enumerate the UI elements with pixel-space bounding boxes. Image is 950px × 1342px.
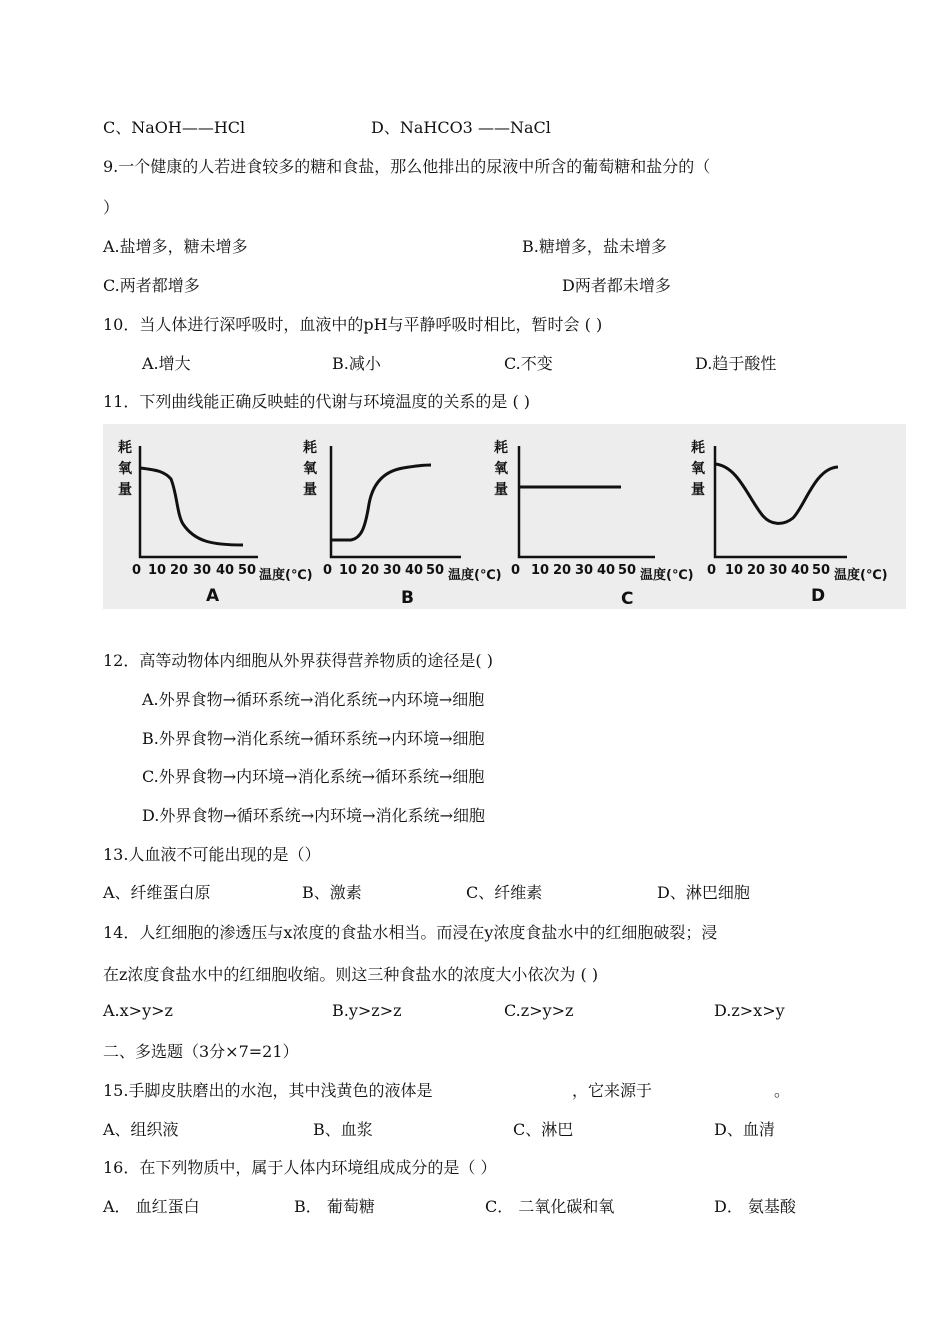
panel-c-tick-10: 10 — [531, 563, 550, 578]
q15-stem-part3: 。 — [774, 1081, 791, 1100]
q13-option-b: B、激素 — [302, 883, 362, 902]
q12-option-a: A.外界食物→循环系统→消化系统→内环境→细胞 — [142, 690, 485, 709]
panel-a-curve — [140, 468, 243, 545]
panel-b-curve — [331, 465, 431, 540]
q12-stem: 12．高等动物体内细胞从外界获得营养物质的途径是( ) — [103, 651, 493, 670]
q10-stem: 10．当人体进行深呼吸时，血液中的pH与平静呼吸时相比，暂时会 ( ) — [103, 315, 603, 334]
panel-b-ylabel-1: 耗 — [303, 440, 317, 456]
panel-c — [494, 439, 694, 609]
q13-stem: 13.人血液不可能出现的是（） — [103, 845, 321, 864]
panel-a-tick-40: 40 — [216, 563, 235, 578]
q10-option-c: C.不变 — [504, 354, 553, 373]
q9-stem-paren: ） — [103, 198, 120, 217]
panel-d-tick-20: 20 — [747, 563, 766, 578]
panel-b-tick-0: 0 — [323, 563, 333, 578]
q8-option-d: D、NaHCO3 ——NaCl — [371, 118, 551, 137]
panel-b-label: B — [401, 588, 414, 608]
panel-d-tick-0: 0 — [707, 563, 717, 578]
panel-c-tick-40: 40 — [597, 563, 616, 578]
q14-option-c: C.z>y>z — [504, 1001, 574, 1020]
panel-d-ylabel-3: 量 — [691, 482, 705, 498]
q9-option-b: B.糖增多，盐未增多 — [522, 237, 667, 256]
panel-c-axes — [519, 446, 655, 557]
panel-d-ylabel-2: 氧 — [691, 461, 705, 477]
panel-a-tick-30: 30 — [193, 563, 212, 578]
q15-option-d: D、血清 — [714, 1120, 775, 1139]
q16-option-d: D． 氨基酸 — [714, 1197, 796, 1216]
q10-option-a: A.增大 — [142, 354, 191, 373]
panel-c-ylabel-2: 氧 — [494, 461, 508, 477]
panel-d-label: D — [811, 586, 826, 606]
panel-d — [691, 439, 888, 606]
q9-option-c: C.两者都增多 — [103, 276, 200, 295]
panel-d-ylabel-1: 耗 — [691, 440, 705, 456]
panel-d-xunit: 温度(℃) — [834, 568, 888, 583]
section-2-heading: 二、多选题（3分×7=21） — [103, 1042, 299, 1061]
panel-c-tick-0: 0 — [511, 563, 521, 578]
q13-option-a: A、纤维蛋白原 — [103, 883, 211, 902]
figure-svg — [103, 424, 906, 609]
panel-d-curve — [715, 464, 838, 523]
panel-b-ylabel-3: 量 — [303, 482, 317, 498]
q9-stem: 9.一个健康的人若进食较多的糖和食盐，那么他排出的尿液中所含的葡萄糖和盐分的（ — [103, 157, 711, 176]
panel-c-label: C — [621, 589, 634, 609]
panel-c-tick-20: 20 — [553, 563, 572, 578]
q14-option-d: D.z>x>y — [714, 1001, 785, 1020]
panel-b-xunit: 温度(℃) — [448, 568, 502, 583]
q12-option-c: C.外界食物→内环境→消化系统→循环系统→细胞 — [142, 767, 485, 786]
panel-b — [303, 439, 502, 608]
panel-a-xunit: 温度(℃) — [259, 568, 313, 583]
panel-c-tick-50: 50 — [618, 563, 637, 578]
panel-b-tick-40: 40 — [405, 563, 424, 578]
panel-b-tick-30: 30 — [383, 563, 402, 578]
panel-c-ylabel-3: 量 — [494, 482, 508, 498]
q15-stem-part2: ，它来源于 — [572, 1081, 653, 1100]
q15-option-b: B、血浆 — [313, 1120, 373, 1139]
panel-d-tick-50: 50 — [812, 563, 831, 578]
q12-option-b: B.外界食物→消化系统→循环系统→内环境→细胞 — [142, 729, 485, 748]
q15-stem-part1: 15.手脚皮肤磨出的水泡，其中浅黄色的液体是 — [103, 1081, 433, 1100]
q13-option-c: C、纤维素 — [466, 883, 543, 902]
panel-d-tick-30: 30 — [769, 563, 788, 578]
panel-c-ylabel-1: 耗 — [494, 440, 508, 456]
panel-a-tick-10: 10 — [148, 563, 167, 578]
panel-a-tick-0: 0 — [132, 563, 142, 578]
panel-a-tick-50: 50 — [238, 563, 257, 578]
q16-stem: 16．在下列物质中，属于人体内环境组成成分的是（ ） — [103, 1158, 497, 1177]
panel-d-axes — [715, 446, 847, 557]
q11-stem: 11．下列曲线能正确反映蛙的代谢与环境温度的关系的是 ( ) — [103, 392, 531, 411]
panel-c-tick-30: 30 — [575, 563, 594, 578]
q9-option-a: A.盐增多，糖未增多 — [103, 237, 248, 256]
q16-option-c: C． 二氧化碳和氧 — [485, 1197, 615, 1216]
q9-option-d: D两者都未增多 — [562, 276, 671, 295]
panel-a-ylabel-1: 耗 — [118, 440, 132, 456]
panel-d-tick-40: 40 — [791, 563, 810, 578]
panel-a-tick-20: 20 — [170, 563, 189, 578]
panel-b-tick-50: 50 — [426, 563, 445, 578]
panel-a-ylabel-2: 氧 — [118, 461, 132, 477]
q14-option-a: A.x>y>z — [103, 1001, 173, 1020]
q8-option-c: C、NaOH——HCl — [103, 118, 246, 137]
q10-option-d: D.趋于酸性 — [695, 354, 777, 373]
q15-option-c: C、淋巴 — [513, 1120, 574, 1139]
panel-a-ylabel-3: 量 — [118, 482, 132, 498]
q10-option-b: B.减小 — [332, 354, 381, 373]
q12-option-d: D.外界食物→循环系统→内环境→消化系统→细胞 — [142, 806, 485, 825]
q14-option-b: B.y>z>z — [332, 1001, 402, 1020]
q16-option-b: B． 葡萄糖 — [294, 1197, 375, 1216]
panel-b-tick-10: 10 — [339, 563, 358, 578]
panel-c-xunit: 温度(℃) — [640, 568, 694, 583]
q14-stem-line2: 在z浓度食盐水中的红细胞收缩。则这三种食盐水的浓度大小依次为 ( ) — [103, 965, 599, 984]
q16-option-a: A． 血红蛋白 — [103, 1197, 200, 1216]
q15-option-a: A、组织液 — [103, 1120, 179, 1139]
panel-a-label: A — [206, 586, 220, 606]
metabolism-temperature-figure — [103, 424, 906, 609]
q13-option-d: D、淋巴细胞 — [657, 883, 750, 902]
panel-a-axes — [140, 446, 258, 557]
panel-b-tick-20: 20 — [361, 563, 380, 578]
panel-a — [118, 439, 313, 606]
q14-stem-line1: 14．人红细胞的渗透压与x浓度的食盐水相当。而浸在y浓度食盐水中的红细胞破裂；浸 — [103, 923, 718, 942]
panel-d-tick-10: 10 — [725, 563, 744, 578]
panel-b-ylabel-2: 氧 — [303, 461, 317, 477]
